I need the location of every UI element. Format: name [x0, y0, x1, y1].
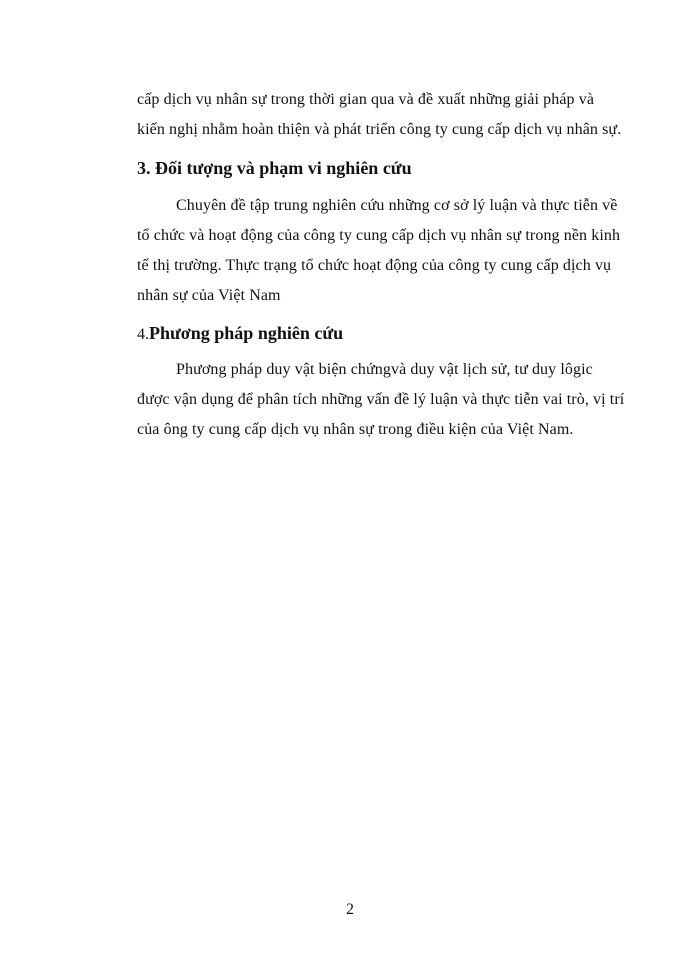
section-3-line-4: nhân sự của Việt Nam — [137, 287, 281, 304]
section-3-line-1: Chuyên đề tập trung nghiên cứu những cơ sở lý luận và thực tiễn về — [176, 197, 618, 214]
page-number: 2 — [346, 901, 354, 918]
section-3-heading: 3. Đối tượng và phạm vi nghiên cứu — [137, 158, 412, 178]
section-4-line-3: của ông ty cung cấp dịch vụ nhân sự trong điều kiện của Việt Nam. — [137, 421, 574, 438]
intro-line-1: cấp dịch vụ nhân sự trong thời gian qua và đề xuất những giải pháp và — [137, 91, 595, 108]
section-4-heading — [137, 322, 343, 346]
section-3-line-2: tổ chức và hoạt động của công ty cung cấp dịch vụ nhân sự trong nền kinh — [137, 227, 621, 244]
section-4-line-2: được vận dụng để phân tích những vấn đề lý luận và thực tiễn vai trò, vị trí — [137, 391, 625, 408]
section-4-heading-number: 4. — [137, 326, 149, 343]
intro-line-2: kiến nghị nhằm hoàn thiện và phát triển công ty cung cấp dịch vụ nhân sự. — [137, 121, 622, 138]
section-4-line-1: Phương pháp duy vật biện chứngvà duy vật lịch sử, tư duy lôgic — [176, 361, 593, 378]
section-3-line-3: tế thị trường. Thực trạng tổ chức hoạt động của công ty cung cấp dịch vụ — [137, 257, 612, 274]
section-4-heading-text: Phương pháp nghiên cứu — [149, 323, 344, 343]
